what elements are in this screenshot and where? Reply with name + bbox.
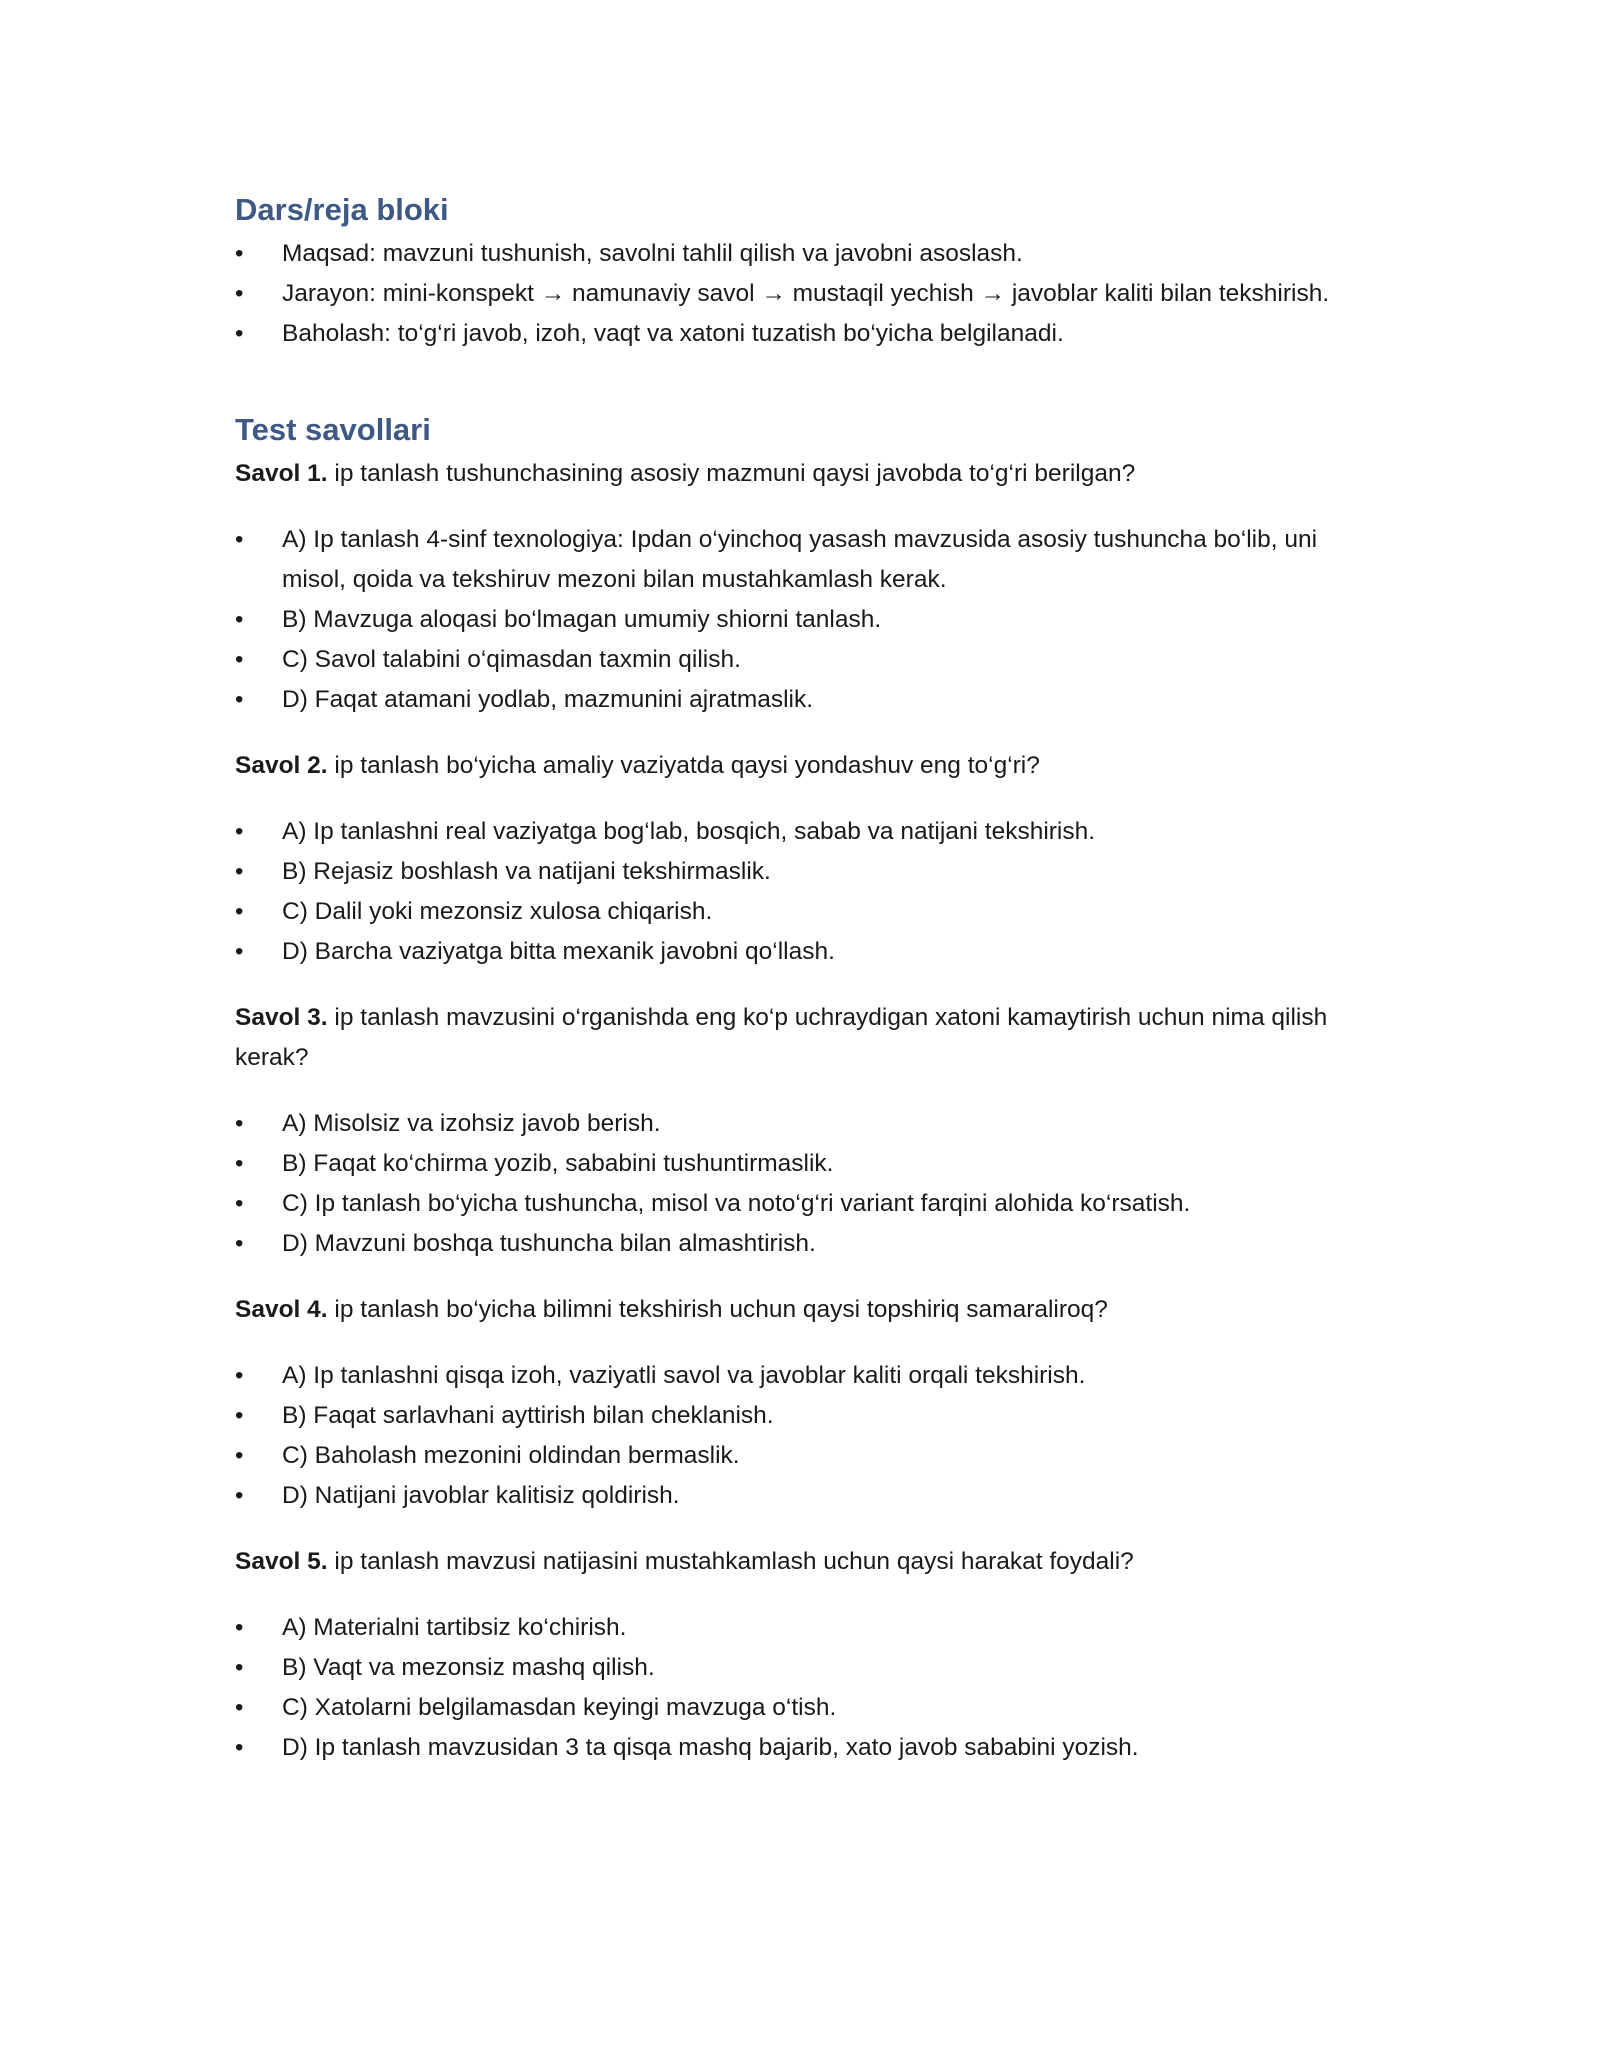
bullet-icon: • [235, 1614, 244, 1641]
option-item [235, 1688, 1355, 1728]
option-item [235, 1648, 1355, 1688]
bullet-icon: • [235, 1734, 244, 1761]
question-2 [235, 746, 1355, 786]
question-text: ip tanlash bo‘yicha amaliy vaziyatda qaysi yondashuv eng to‘g‘ri? [327, 752, 1040, 779]
test-heading: Test savollari [235, 412, 431, 447]
question-4 [235, 1290, 1355, 1330]
option-item [235, 600, 1355, 640]
option-text: C) Xatolarni belgilamasdan keyingi mavzuga o‘tish. [282, 1694, 837, 1721]
bullet-icon: • [235, 280, 244, 307]
question-label: Savol 4. [235, 1296, 328, 1323]
option-text: A) Materialni tartibsiz ko‘chirish. [282, 1614, 627, 1641]
option-text: B) Vaqt va mezonsiz mashq qilish. [282, 1654, 655, 1681]
bullet-icon: • [235, 526, 244, 553]
option-text: D) Barcha vaziyatga bitta mexanik javobni qo‘llash. [282, 938, 835, 965]
plan-item [235, 314, 1355, 354]
bullet-icon: • [235, 1482, 244, 1509]
options-5 [235, 1608, 1355, 1768]
bullet-icon: • [235, 1150, 244, 1177]
bullet-icon: • [235, 1694, 244, 1721]
options-3 [235, 1104, 1355, 1264]
plan-item [235, 274, 1355, 314]
question-1 [235, 454, 1355, 494]
bullet-icon: • [235, 938, 244, 965]
option-item [235, 1224, 1355, 1264]
bullet-icon: • [235, 1190, 244, 1217]
question-text: ip tanlash mavzusi natijasini mustahkamlash uchun qaysi harakat foydali? [327, 1548, 1134, 1575]
option-text: B) Mavzuga aloqasi bo‘lmagan umumiy shiorni tanlash. [282, 606, 882, 633]
option-item [235, 892, 1355, 932]
question-3 [235, 998, 1355, 1078]
plan-heading: Dars/reja bloki [235, 192, 449, 227]
option-item [235, 1608, 1355, 1648]
option-item [235, 1476, 1355, 1516]
bullet-icon: • [235, 1362, 244, 1389]
option-text: D) Faqat atamani yodlab, mazmunini ajratmaslik. [282, 686, 814, 713]
option-item [235, 1104, 1355, 1144]
option-text: C) Dalil yoki mezonsiz xulosa chiqarish. [282, 898, 713, 925]
option-item [235, 852, 1355, 892]
option-item [235, 520, 1355, 600]
question-text: ip tanlash bo‘yicha bilimni tekshirish uchun qaysi topshiriq samaraliroq? [327, 1296, 1108, 1323]
option-item [235, 812, 1355, 852]
question-label: Savol 1. [235, 460, 328, 487]
plan-item-text: Jarayon: mini-konspekt → namunaviy savol → mustaqil yechish → javoblar kaliti bilan tekshirish. [282, 280, 1330, 307]
bullet-icon: • [235, 898, 244, 925]
bullet-icon: • [235, 1110, 244, 1137]
bullet-icon: • [235, 1402, 244, 1429]
question-label: Savol 2. [235, 752, 328, 779]
bullet-icon: • [235, 818, 244, 845]
option-text: A) Ip tanlashni qisqa izoh, vaziyatli savol va javoblar kaliti orqali tekshirish. [282, 1362, 1086, 1389]
options-4 [235, 1356, 1355, 1516]
question-label: Savol 3. [235, 1004, 328, 1031]
option-text: D) Natijani javoblar kalitisiz qoldirish. [282, 1482, 680, 1509]
bullet-icon: • [235, 606, 244, 633]
bullet-icon: • [235, 240, 244, 267]
option-item [235, 1184, 1355, 1224]
option-item [235, 1396, 1355, 1436]
bullet-icon: • [235, 646, 244, 673]
option-text: C) Baholash mezonini oldindan bermaslik. [282, 1442, 740, 1469]
option-text: A) Ip tanlashni real vaziyatga bog‘lab, bosqich, sabab va natijani tekshirish. [282, 818, 1096, 845]
option-item [235, 1728, 1355, 1768]
option-item [235, 1144, 1355, 1184]
option-item [235, 1356, 1355, 1396]
document-page [235, 188, 1355, 1768]
bullet-icon: • [235, 1442, 244, 1469]
option-text: A) Ip tanlash 4-sinf texnologiya: Ipdan o‘yinchoq yasash mavzusida asosiy tushuncha bo‘lib, uni misol, qoida va tekshiruv mezoni bilan mustahkamlash kerak. [282, 526, 1318, 593]
option-text: B) Rejasiz boshlash va natijani tekshirmaslik. [282, 858, 771, 885]
option-text: D) Ip tanlash mavzusidan 3 ta qisqa mashq bajarib, xato javob sababini yozish. [282, 1734, 1139, 1761]
bullet-icon: • [235, 1230, 244, 1257]
plan-list [235, 234, 1355, 354]
option-text: B) Faqat ko‘chirma yozib, sababini tushuntirmaslik. [282, 1150, 834, 1177]
question-5 [235, 1542, 1355, 1582]
options-1 [235, 520, 1355, 720]
options-2 [235, 812, 1355, 972]
option-text: C) Savol talabini o‘qimasdan taxmin qilish. [282, 646, 741, 673]
bullet-icon: • [235, 320, 244, 347]
question-text: ip tanlash tushunchasining asosiy mazmuni qaysi javobda to‘g‘ri berilgan? [327, 460, 1136, 487]
plan-item-text: Baholash: to‘g‘ri javob, izoh, vaqt va xatoni tuzatish bo‘yicha belgilanadi. [282, 320, 1064, 347]
plan-item-text: Maqsad: mavzuni tushunish, savolni tahlil qilish va javobni asoslash. [282, 240, 1023, 267]
option-text: D) Mavzuni boshqa tushuncha bilan almashtirish. [282, 1230, 816, 1257]
question-text: ip tanlash mavzusini o‘rganishda eng ko‘p uchraydigan xatoni kamaytirish uchun nima qilish kerak? [235, 1004, 1328, 1071]
bullet-icon: • [235, 686, 244, 713]
option-text: B) Faqat sarlavhani ayttirish bilan cheklanish. [282, 1402, 774, 1429]
option-item [235, 640, 1355, 680]
plan-item [235, 234, 1355, 274]
option-item [235, 680, 1355, 720]
option-text: C) Ip tanlash bo‘yicha tushuncha, misol va noto‘g‘ri variant farqini alohida ko‘rsatish. [282, 1190, 1191, 1217]
option-item [235, 1436, 1355, 1476]
option-text: A) Misolsiz va izohsiz javob berish. [282, 1110, 661, 1137]
bullet-icon: • [235, 858, 244, 885]
bullet-icon: • [235, 1654, 244, 1681]
option-item [235, 932, 1355, 972]
question-label: Savol 5. [235, 1548, 328, 1575]
